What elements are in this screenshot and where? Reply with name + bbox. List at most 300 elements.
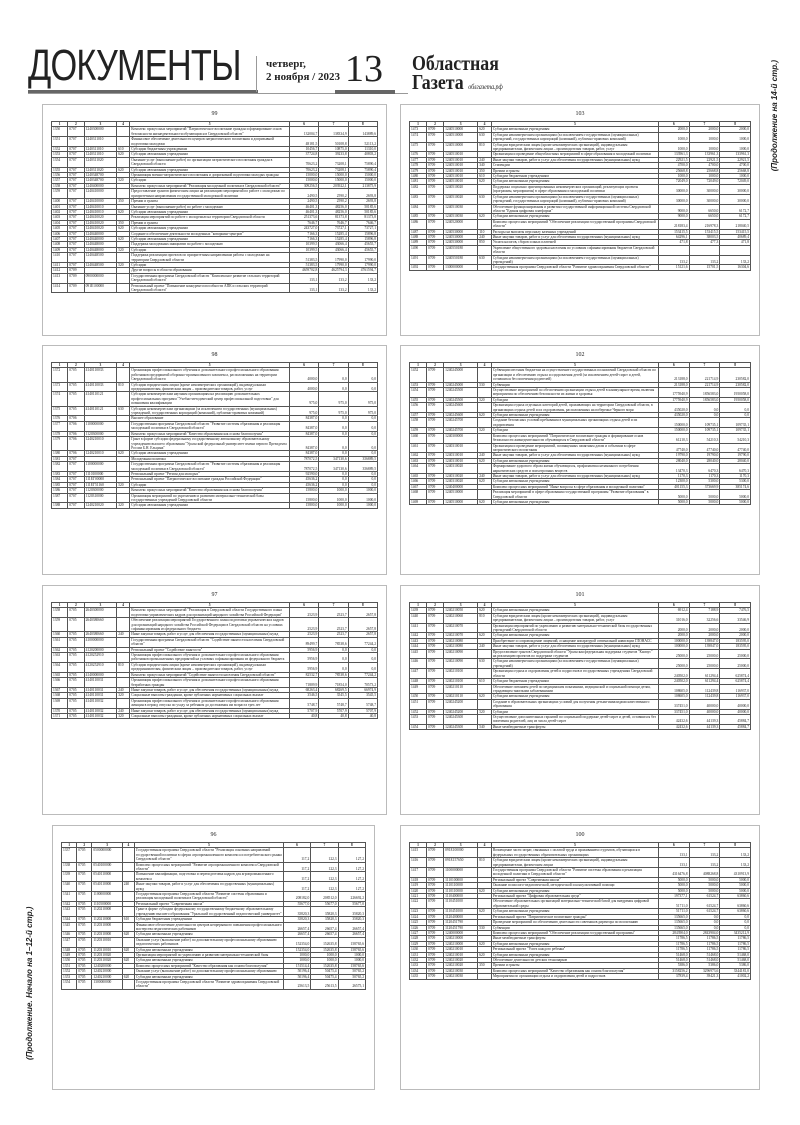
amount-2024: 5000,0: [658, 490, 689, 500]
row-number: 1425: [410, 920, 427, 925]
target-code: 1300000000: [444, 265, 478, 270]
amount-2025: 1170,3: [689, 473, 720, 478]
expense-type: 620: [117, 209, 130, 214]
section-code: 0709: [427, 245, 444, 255]
amount-2024: 150000,0: [658, 428, 689, 433]
target-code: 1240210100: [444, 679, 478, 684]
target-code: 1240210000: [444, 941, 478, 946]
section-code: 0705: [68, 382, 84, 392]
amount-2025: 6470,3: [689, 464, 720, 474]
item-name: Иные закупки товаров, работ и услуг для обеспечения государственных (муниципальных) нужд: [130, 632, 290, 637]
section-code: 0707: [68, 226, 84, 231]
section-code: 0709: [427, 229, 444, 234]
expense-type: [117, 421, 130, 431]
amount-2024: 51468,0: [658, 957, 689, 962]
item-name: Субсидии бюджетным учреждениям: [491, 174, 658, 179]
amount-2024: 7646,7: [289, 220, 318, 225]
amount-2024: 2000,0: [658, 633, 689, 638]
amount-2024: 31016,0: [658, 613, 689, 623]
expense-type: [117, 253, 130, 263]
table-row: [62, 882, 366, 892]
amount-2024: 92590,0: [289, 471, 318, 476]
expense-type: 620: [478, 952, 492, 957]
amount-2025: 122,3: [311, 872, 338, 882]
amount-2024: 1170,3: [658, 473, 689, 478]
amount-2025: 61524,7: [689, 899, 720, 909]
item-name: Субсидии: [130, 247, 290, 252]
row-number: 1357: [52, 178, 68, 183]
amount-2026: 11786,5: [720, 936, 751, 941]
row-number: 1405: [52, 226, 68, 231]
target-code: 1120300000: [84, 431, 117, 436]
target-code: 1110500000: [92, 901, 122, 906]
item-name: Обеспечение реализации мероприятий Государственного плана подготовки управленческих кадров для организаций народного хозяйства Российской Федерации в Свердловской области на условиях софинансирования из федерального бюджета: [130, 618, 290, 632]
amount-2025: 0,0: [319, 647, 348, 652]
item-name: Субсидии: [130, 262, 290, 267]
expense-type: 620: [122, 974, 134, 979]
item-name: Социальные выплаты гражданам, кроме публичных нормативных социальных выплат: [130, 713, 290, 718]
target-code: 4100000000: [84, 637, 117, 647]
target-code: 1240210020: [84, 503, 117, 508]
item-name: Субсидии автономным учреждениям: [134, 947, 283, 952]
amount-2024: 84387,0: [289, 437, 318, 451]
target-code: 4120200000: [84, 647, 117, 652]
amount-2024: 5000,0: [658, 877, 689, 882]
target-code: 1240550180: [444, 255, 478, 265]
expense-type: 320: [117, 713, 130, 718]
row-number: 1449: [410, 684, 427, 694]
amount-2024: 1000,0: [658, 132, 689, 142]
section-code: 0705: [68, 687, 84, 692]
amount-2026: 0,0: [348, 662, 377, 672]
section-code: 0707: [68, 167, 84, 172]
item-name: Субсидии автономным учреждениям: [491, 179, 658, 184]
amount-2025: 30000,0: [689, 184, 720, 194]
amount-2024: 133961,3: [658, 152, 689, 157]
item-name: Субсидии автономным учреждениям: [130, 152, 290, 157]
expense-type: [117, 653, 130, 663]
table-row: [62, 979, 366, 989]
amount-2025: 30000,0: [689, 194, 720, 204]
amount-2024: 132004,7: [289, 127, 318, 137]
table-row: [52, 189, 378, 199]
table-row: [410, 868, 751, 878]
amount-2025: 26657,4: [311, 922, 338, 932]
item-name: Комплекс процессных мероприятий "Реализация в Свердловской области Государственного плана подготовки управленческих кадров для организаций народного хозяйства Российской Федерации": [130, 608, 290, 618]
document-page-102: [400, 345, 760, 575]
section-code: 0709: [68, 273, 84, 283]
item-name: Субсидии некоммерческим научным организациям на реализацию дополнительных профессиональных программ "Учебно-методический центр профессиональной подготовки" для повышения квалификации: [130, 392, 290, 406]
amount-2025: 17990,0: [319, 262, 348, 267]
row-number: 1464: [410, 464, 427, 474]
amount-2026: 47740,0: [720, 443, 751, 453]
section-code: 0709: [427, 152, 444, 157]
table-row: [52, 653, 378, 663]
item-name: Субсидии: [491, 397, 658, 402]
section-code: 0709: [427, 709, 444, 714]
item-name: Иные межбюджетные трансферты: [491, 724, 658, 729]
row-number: 1379: [52, 437, 68, 451]
item-name: Субсидии: [130, 178, 290, 183]
section-code: 0705: [77, 963, 92, 968]
target-code: 1240311020: [84, 167, 117, 172]
section-code: 0709: [427, 204, 444, 214]
amount-2026: 66974,9: [348, 687, 377, 692]
section-code: 0707: [68, 247, 84, 252]
item-name: Предоставление грантов физическим лицам на реализацию мероприятий по работе с молодежью по приоритетным направлениям государственной молодежной политики: [130, 189, 290, 199]
item-name: Премии и гранты: [130, 220, 290, 225]
amount-2026: 5707,9: [348, 708, 377, 713]
section-code: 0709: [427, 433, 444, 443]
amount-2026: 109735,1: [720, 428, 751, 433]
section-code: 0709: [427, 888, 444, 893]
amount-2025: 112439,8: [689, 684, 720, 694]
target-code: 1240300000: [84, 127, 117, 137]
expense-type: 620: [478, 179, 492, 184]
expense-type: 620: [478, 694, 492, 699]
section-code: 0709: [427, 453, 444, 458]
amount-2026: 0,0: [720, 413, 751, 418]
expense-type: [478, 265, 492, 270]
amount-2026: 40,8: [348, 713, 377, 718]
section-code: 0706: [68, 437, 84, 451]
expense-type: [117, 157, 130, 167]
column-header: 7: [319, 603, 348, 608]
target-code: 1240245700: [444, 418, 478, 428]
column-header: 3: [444, 843, 478, 848]
amount-2026: 133,2: [720, 858, 751, 868]
amount-2024: 1000,0: [283, 958, 310, 963]
row-number: 1370: [52, 708, 68, 713]
expense-type: [117, 637, 130, 647]
amount-2026: 25668,8: [720, 168, 751, 173]
amount-2024: 240502,0: [658, 679, 689, 684]
item-name: Субсидии автономным учреждениям: [491, 608, 658, 613]
amount-2025: 2000,0: [689, 127, 720, 132]
column-header: 5: [491, 122, 658, 127]
row-number: 1418: [410, 877, 427, 882]
row-number: 1434: [410, 968, 427, 973]
amount-2024: 197377,1: [658, 894, 689, 899]
amount-2025: [689, 245, 720, 255]
amount-2024: 46401,3: [289, 209, 318, 214]
row-number: 1473: [410, 127, 427, 132]
amount-2026: 35820,3: [338, 917, 365, 922]
section-code: 0705: [68, 672, 84, 677]
section-code: 0709: [427, 458, 444, 463]
expense-type: 350: [478, 168, 492, 173]
row-number: 1430: [410, 947, 427, 952]
table-row: [52, 637, 378, 647]
section-code: 0709: [427, 941, 444, 946]
amount-2026: 45655,7: [348, 247, 377, 252]
page-number-label: 102: [575, 352, 585, 358]
amount-2026: 5000,0: [720, 877, 751, 882]
amount-2024: 1775940,9: [658, 388, 689, 398]
amount-2026: 77244,2: [348, 672, 377, 677]
amount-2026: 133,2: [348, 283, 377, 293]
section-code: 0709: [427, 608, 444, 613]
section-code: 0707: [68, 147, 84, 152]
section-code: 0709: [427, 694, 444, 699]
expense-type: [117, 137, 130, 147]
amount-2024: 2523,9: [289, 632, 318, 637]
section-code: 0709: [427, 157, 444, 162]
amount-2024: 13470,3: [658, 464, 689, 474]
amount-2026: 5748,7: [348, 698, 377, 708]
section-code: 0705: [68, 698, 84, 708]
column-header: 3: [92, 843, 122, 848]
target-code: 1120400000: [444, 914, 478, 919]
amount-2024: 152354,0: [283, 937, 310, 947]
amount-2026: 471,8: [720, 240, 751, 245]
target-code: 1240245700: [444, 428, 478, 433]
target-code: 1240510020: [444, 194, 478, 204]
column-header: 6: [289, 603, 318, 608]
column-header: 3: [84, 122, 117, 127]
amount-2025: 4625794,3: [319, 268, 348, 273]
expense-type: 520: [478, 428, 492, 433]
target-code: 1240245600: [444, 403, 478, 413]
amount-2024: 42432,6: [658, 724, 689, 729]
section-code: 0709: [427, 974, 444, 979]
page-number-label: 101: [575, 592, 585, 598]
amount-2024: 117,2: [283, 872, 310, 882]
amount-2025: 28040,0: [689, 458, 720, 463]
amount-2024: 51711,0: [658, 909, 689, 914]
row-number: 1435: [410, 974, 427, 979]
item-name: Региональный проект "Современная школа": [134, 901, 283, 906]
amount-2026: 625874,4: [720, 679, 751, 684]
amount-2026: 116937,0: [720, 694, 751, 699]
target-code: 1120310000: [84, 493, 117, 503]
target-code: 1240530000: [444, 234, 478, 239]
expense-type: 520: [478, 397, 492, 402]
target-code: 1240210000: [92, 969, 122, 974]
table-row: [410, 659, 751, 669]
amount-2026: 54210,3: [720, 433, 751, 443]
expense-type: 610: [478, 174, 492, 179]
amount-2024: 26657,4: [283, 932, 310, 937]
item-name: Субсидии автономным учреждениям: [491, 941, 658, 946]
item-name: Субсидии юридическим лицам (кроме некоммерческих организаций), индивидуальным предпринимателям, физическим лицам: [491, 858, 658, 868]
expense-type: 530: [478, 925, 492, 930]
expense-type: 620: [478, 413, 492, 418]
target-code: 1240000000: [444, 930, 478, 935]
target-code: 1240348700: [84, 173, 117, 178]
row-number: 1368: [52, 693, 68, 698]
amount-2026: 213875,9: [348, 183, 377, 188]
amount-2025: 1000,0: [689, 142, 720, 152]
expense-type: [117, 273, 130, 283]
amount-2025: 6650,0: [689, 204, 720, 214]
item-name: Уплата налогов, сборов и иных платежей: [491, 240, 658, 245]
section-code: 0705: [77, 862, 92, 872]
amount-2024: 64296,1: [658, 234, 689, 239]
section-code: 0705: [68, 632, 84, 637]
amount-2025: 5300,0: [689, 479, 720, 484]
section-title: ДОКУМЕНТЫ: [28, 41, 241, 90]
amount-2025: 611294,4: [689, 669, 720, 679]
row-number: 1490: [410, 245, 427, 255]
item-name: Субсидии автономным учреждениям: [491, 458, 658, 463]
target-code: 1110100000: [84, 471, 117, 476]
amount-2026: 70573,2: [348, 678, 377, 688]
row-number: 1364: [52, 662, 68, 672]
amount-2024: 50196,4: [283, 974, 310, 979]
budget-table: [409, 121, 751, 271]
amount-2024: 5000,0: [658, 499, 689, 504]
amount-2025: 1000,0: [319, 503, 348, 508]
section-code: 0707: [68, 209, 84, 214]
amount-2024: 309256,5: [289, 183, 318, 188]
table-row: [62, 892, 366, 902]
amount-2024: 30000,0: [658, 184, 689, 194]
row-number: 1353: [62, 974, 77, 979]
section-code: 0709: [427, 659, 444, 669]
amount-2025: 50108,8: [319, 137, 348, 147]
row-number: 1366: [52, 678, 68, 688]
section-code: 0707: [68, 456, 84, 461]
amount-2026: 2000,0: [720, 623, 751, 633]
column-header: 1: [52, 603, 68, 608]
date: 2 ноября / 2023: [266, 71, 340, 83]
amount-2025: 0,0: [319, 416, 348, 421]
amount-2024: 11786,5: [658, 947, 689, 952]
table-row: [62, 937, 366, 947]
target-code: 1240448000: [84, 242, 117, 247]
amount-2026: 75890,4: [348, 157, 377, 167]
expense-type: 240: [117, 708, 130, 713]
amount-2025: 40000,0: [689, 699, 720, 709]
target-code: 4140110121: [84, 392, 117, 406]
section-code: 0709: [427, 724, 444, 729]
continued-note: (Продолжение на 14-й стр.): [770, 60, 779, 172]
column-header: 7: [689, 122, 720, 127]
row-number: 1486: [410, 219, 427, 229]
row-number: 1378: [52, 431, 68, 436]
section-code: 0705: [68, 653, 84, 663]
amount-2025: 611294,4: [689, 679, 720, 684]
column-header: 1: [410, 603, 427, 608]
row-number: 1469: [410, 499, 427, 504]
row-number: 1354: [62, 979, 77, 989]
item-name: Создание и обеспечение деятельности молодежных "коворкинг-центров": [130, 231, 290, 236]
column-header: 8: [720, 363, 751, 368]
row-number: 1345: [62, 922, 77, 932]
amount-2024: 19790,0: [658, 453, 689, 458]
amount-2024: 2843904,0: [658, 930, 689, 935]
section-code: 0707: [68, 493, 84, 503]
page-number-label: 103: [575, 111, 585, 117]
amount-2024: 435020,0: [658, 403, 689, 413]
section-code: 0709: [427, 613, 444, 623]
amount-2026: 143889,6: [348, 127, 377, 137]
amount-2026: 1000,0: [338, 952, 365, 957]
amount-2026: 1000,0: [720, 132, 751, 142]
row-number: 1342: [62, 901, 77, 906]
amount-2025: 5000,0: [689, 888, 720, 893]
target-code: 1240210080: [444, 644, 478, 649]
amount-2025: 7646,7: [319, 220, 348, 225]
amount-2025: 61524,7: [689, 894, 720, 899]
amount-2024: 133,1: [658, 848, 689, 858]
expense-type: [117, 127, 130, 137]
section-code: 0709: [427, 947, 444, 952]
target-code: 1240311020: [84, 157, 117, 167]
table-row: [410, 255, 751, 265]
target-code: 1240310010: [444, 458, 478, 463]
column-header: 1: [410, 363, 427, 368]
row-number: 1424: [410, 914, 427, 919]
amount-2025: 221714,9: [689, 368, 720, 382]
amount-2025: 112439,8: [689, 694, 720, 699]
section-code: 0705: [77, 882, 92, 892]
column-header: 4: [478, 363, 492, 368]
row-number: 1351: [52, 137, 68, 147]
target-code: 1240510000: [444, 127, 478, 132]
target-code: 1120451790: [444, 925, 478, 930]
expense-type: 620: [478, 909, 492, 914]
item-name: Организация мероприятий по укреплению и развитию материально-технической базы государственных учреждений Свердловской области: [130, 493, 290, 503]
row-number: 1367: [52, 687, 68, 692]
amount-2026: 183595,0: [720, 644, 751, 649]
item-name: Иные закупки товаров, работ и услуг для обеспечения государственных (муниципальных) нужд: [130, 708, 290, 713]
column-header: 7: [689, 843, 720, 848]
amount-2025: 35820,3: [311, 917, 338, 922]
section-code: 0707: [68, 152, 84, 157]
item-name: Субсидии автономным учреждениям: [491, 909, 658, 914]
amount-2024: 975,0: [289, 406, 318, 416]
amount-2026: 2657,8: [348, 618, 377, 632]
amount-2026: 63860,6: [720, 909, 751, 914]
target-code: 1240311010: [84, 152, 117, 157]
expense-type: [478, 443, 492, 453]
expense-type: 320: [117, 503, 130, 508]
table-row: [410, 245, 751, 255]
row-number: 1453: [410, 714, 427, 724]
divider: [256, 56, 257, 92]
amount-2025: 5748,7: [319, 698, 348, 708]
amount-2026: 158765,6: [338, 937, 365, 947]
amount-2024: 35820,3: [283, 917, 310, 922]
item-name: Субсидии автономным учреждениям: [491, 214, 658, 219]
item-name: Региональный проект "Регион для молодых": [130, 471, 290, 476]
amount-2024: 3546,5: [289, 693, 318, 698]
amount-2024: 2000,0: [658, 127, 689, 132]
amount-2024: 5956,9: [289, 662, 318, 672]
section-code: 0705: [77, 969, 92, 974]
row-number: 1350: [62, 958, 77, 963]
amount-2025: 22921,5: [689, 157, 720, 162]
item-name: Субсидии бюджетным учреждениям: [134, 917, 283, 922]
section-code: 0705: [68, 662, 84, 672]
target-code: 1240210020: [444, 957, 478, 962]
amount-2025: 0,0: [319, 451, 348, 456]
row-number: 1347: [62, 937, 77, 947]
column-header: 5: [134, 843, 283, 848]
amount-2026: 0,0: [720, 925, 751, 930]
target-code: 4140110033: [84, 382, 117, 392]
amount-2025: 25668,8: [689, 168, 720, 173]
row-number: 1419: [410, 883, 427, 888]
column-header: 8: [348, 122, 377, 127]
item-name: Иные закупки товаров, работ и услуг для обеспечения государственных (муниципальных) нужд: [491, 644, 658, 649]
target-code: 1240520000: [444, 219, 478, 229]
column-header: 5: [130, 603, 290, 608]
item-name: Государственная программа Свердловской области "Развитие системы образования и реализация молодежной политики в Свердловской области": [130, 462, 290, 472]
target-code: 1240210010: [444, 952, 478, 957]
